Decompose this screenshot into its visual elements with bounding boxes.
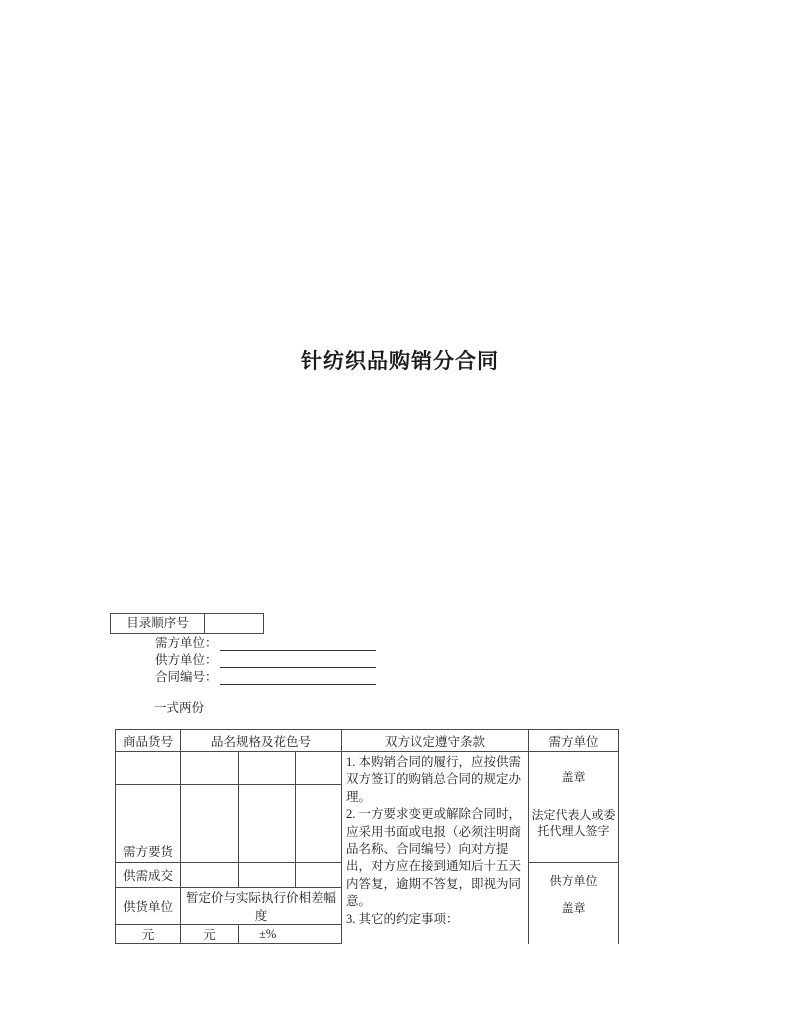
empty-cell <box>181 785 239 863</box>
table-row <box>116 752 619 785</box>
demander-unit-label: 需方单位： <box>155 636 218 650</box>
empty-cell <box>116 752 181 785</box>
empty-cell <box>239 785 296 863</box>
catalog-number-value[interactable] <box>205 614 263 633</box>
header-item-no: 商品货号 <box>116 730 181 752</box>
yuan-unit-cell: 元 <box>116 925 181 944</box>
clause-1: 1. 本购销合同的履行，应按供需双方签订的购销总合同的规定办理。 <box>346 755 522 804</box>
contract-table <box>115 729 619 944</box>
supplier-unit-blank[interactable] <box>220 654 376 668</box>
supplier-unit-label-right: 供方单位 <box>549 874 598 888</box>
supply-demand-deal-label: 供需成交 <box>116 863 181 888</box>
yuan-unit-cell: 元 <box>181 925 239 944</box>
clause-2: 2. 一方要求变更或解除合同时，应采用书面或电报（必须注明商品名称、合同编号）向对方提出，对方应在接到通知后十五天内答复，逾期不答复，即视为同意。 <box>346 807 522 909</box>
empty-cell <box>296 863 342 888</box>
header-fields <box>155 634 376 685</box>
empty-cell <box>181 752 239 785</box>
demander-unit-blank[interactable] <box>220 637 376 651</box>
percent-cell: ±% <box>239 925 342 944</box>
demand-goods-label: 需方要货 <box>116 785 181 863</box>
header-name-spec: 品名规格及花色号 <box>181 730 342 752</box>
demander-seal-label: 盖章 <box>561 770 586 784</box>
legal-representative-signature-label: 法定代表人或委托代理人签字 <box>531 808 616 838</box>
catalog-number-box <box>110 613 264 634</box>
price-diff-range-label: 暂定价与实际执行价相差幅度 <box>181 888 342 925</box>
contract-number-blank[interactable] <box>220 671 376 685</box>
copies-note: 一式两份 <box>154 701 205 715</box>
demander-sign-cell <box>529 752 619 863</box>
contract-number-label: 合同编号： <box>155 670 218 684</box>
field-demander-unit <box>155 634 376 651</box>
catalog-number-label: 目录顺序号 <box>111 614 205 633</box>
page-title: 针纺织品购销分合同 <box>301 349 499 373</box>
field-supplier-unit <box>155 651 376 668</box>
header-demander-unit: 需方单位 <box>529 730 619 752</box>
supplier-seal-label: 盖章 <box>561 901 586 915</box>
supplier-unit-label: 供方单位： <box>155 653 218 667</box>
supply-unit-label: 供货单位 <box>116 888 181 925</box>
header-agreed-terms: 双方议定遵守条款 <box>342 730 529 752</box>
supplier-sign-cell <box>529 863 619 944</box>
empty-cell <box>296 752 342 785</box>
agreed-terms-cell <box>342 752 529 944</box>
empty-cell <box>181 863 239 888</box>
empty-cell <box>239 863 296 888</box>
field-contract-number <box>155 668 376 685</box>
empty-cell <box>239 752 296 785</box>
table-header-row <box>116 730 619 752</box>
empty-cell <box>296 785 342 863</box>
clause-3: 3. 其它的约定事项： <box>346 911 459 926</box>
